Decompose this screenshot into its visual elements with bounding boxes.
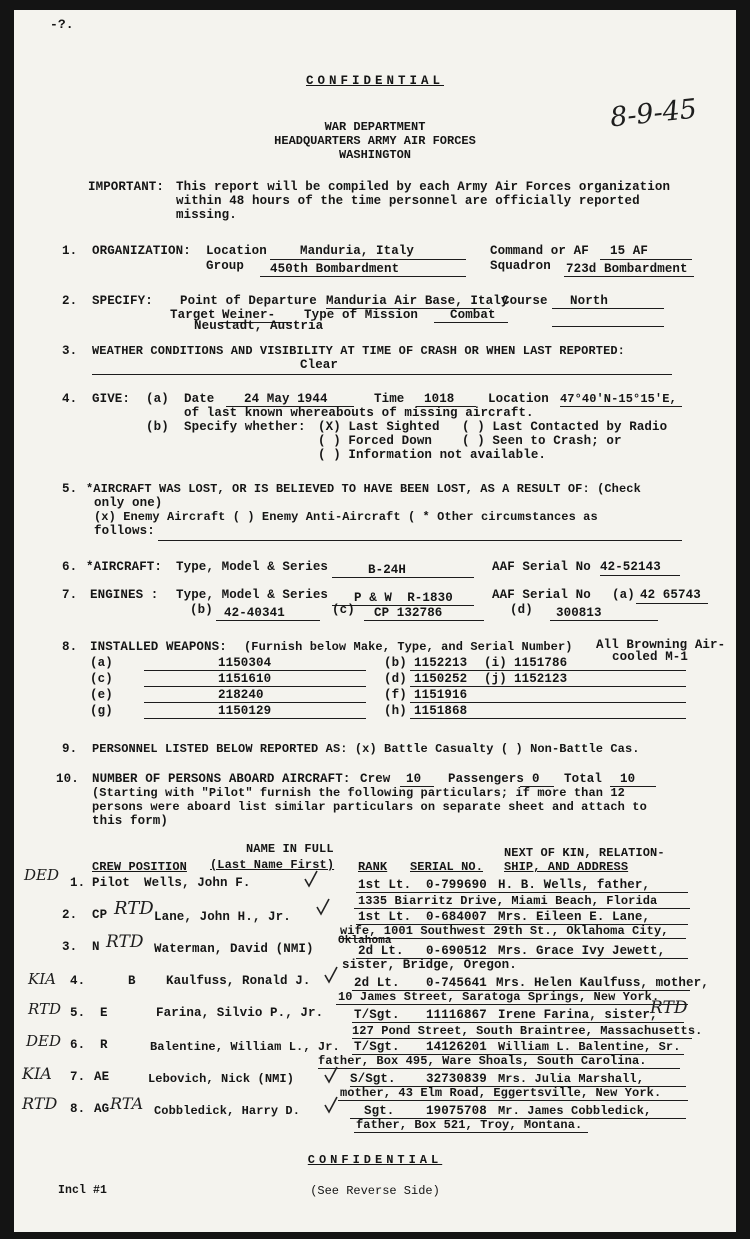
- location-4-label: Location: [488, 392, 549, 406]
- lost-line-2: only one): [94, 496, 163, 510]
- check-mark-icon: [324, 1096, 338, 1114]
- crew-number: 3.: [62, 940, 78, 954]
- inclosure-label: Incl #1: [58, 1184, 108, 1197]
- specify-label: SPECIFY:: [92, 294, 153, 308]
- crew-kin-1: H. B. Wells, father,: [498, 878, 651, 892]
- header-name-in-full: NAME IN FULL: [246, 842, 334, 856]
- status-mark: RTD: [28, 1000, 62, 1018]
- crew-serial: 14126201: [426, 1040, 487, 1054]
- weapon-i-letter: (i): [484, 656, 507, 670]
- weapon-a-letter: (a): [90, 656, 113, 670]
- crew-name: Wells, John F.: [144, 876, 251, 890]
- whereabouts-text: of last known whereabouts of missing aircraft.: [184, 406, 534, 420]
- aircraft-serial-value: 42-52143: [600, 560, 661, 574]
- crew-name: Lane, John H., Jr.: [154, 910, 291, 924]
- crew-position: CP: [92, 908, 108, 922]
- organization-label: ORGANIZATION:: [92, 244, 191, 258]
- crew-position: B: [128, 974, 136, 988]
- crew-rank: 1st Lt.: [358, 878, 412, 892]
- important-label: IMPORTANT:: [88, 180, 165, 194]
- crew-rank: S/Sgt.: [350, 1072, 396, 1086]
- see-reverse-side: (See Reverse Side): [310, 1184, 440, 1198]
- crew-position: E: [100, 1006, 108, 1020]
- weapon-i-serial: 1151786: [514, 656, 568, 670]
- engines-serial-label: AAF Serial No: [492, 588, 591, 602]
- crew-kin-2: father, Box 495, Ware Shoals, South Carolina.: [318, 1054, 647, 1068]
- engine-c-letter: (c): [332, 603, 355, 617]
- engine-c-serial: CP 132786: [374, 606, 443, 620]
- section-9-number: 9.: [62, 742, 78, 756]
- persons-line-2: (Starting with "Pilot" furnish the following particulars; if more than 12: [92, 786, 625, 800]
- department-title: WAR DEPARTMENT: [324, 120, 426, 134]
- group-value: 450th Bombardment: [270, 262, 400, 276]
- specify-whether: Specify whether:: [184, 420, 306, 434]
- crew-name: Waterman, David (NMI): [154, 942, 314, 956]
- crew-number: 4.: [70, 974, 86, 988]
- crew-name: Balentine, William L., Jr.: [150, 1040, 340, 1054]
- engine-a-letter: (a): [612, 588, 635, 602]
- weather-label: WEATHER CONDITIONS AND VISIBILITY AT TIME OF CRASH OR WHEN LAST REPORTED:: [92, 344, 625, 358]
- target-value: Weiner-: [222, 308, 276, 322]
- crew-name: Cobbledick, Harry D.: [154, 1104, 301, 1118]
- engine-d-serial: 300813: [556, 606, 602, 620]
- passengers-label: Passengers: [448, 772, 525, 786]
- persons-label: NUMBER OF PERSONS ABOARD AIRCRAFT:: [92, 772, 351, 786]
- important-line-2: within 48 hours of the time personnel are officially reported: [176, 194, 640, 208]
- crew-label: Crew: [360, 772, 391, 786]
- weapons-label: INSTALLED WEAPONS:: [90, 640, 227, 654]
- crew-count: 10: [406, 772, 422, 786]
- weapon-g-letter: (g): [90, 704, 113, 718]
- location-4-value: 47°40'N-15°15'E,: [560, 392, 677, 406]
- weapons-desc: (Furnish below Make, Type, and Serial Number): [244, 640, 573, 654]
- check-mark-icon: [324, 1066, 338, 1084]
- weapon-c-serial: 1151610: [218, 672, 272, 686]
- weapon-a-serial: 1150304: [218, 656, 272, 670]
- mission-label: Type of Mission: [304, 308, 419, 322]
- engine-a-serial: 42 65743: [640, 588, 701, 602]
- weapon-f-serial: 1151916: [414, 688, 468, 702]
- squadron-value: 723d Bombardment: [566, 262, 688, 276]
- status-mark: DED: [24, 866, 60, 884]
- crew-kin-2: 10 James Street, Saratoga Springs, New York.: [338, 990, 660, 1004]
- crew-kin-2: 1335 Biarritz Drive, Miami Beach, Florida: [358, 894, 658, 908]
- persons-line-4: this form): [92, 814, 169, 828]
- crew-rank: 1st Lt.: [358, 910, 412, 924]
- crew-kin-1: Irene Farina, sister,: [498, 1008, 658, 1022]
- status-mark: RTD: [22, 1094, 58, 1113]
- oklahoma-overtype: Oklahoma: [338, 935, 392, 947]
- section-2-number: 2.: [62, 294, 78, 308]
- crew-number: 5.: [70, 1006, 86, 1020]
- weapon-b-letter: (b): [384, 656, 407, 670]
- crew-kin-1: Mr. James Cobbledick,: [498, 1104, 652, 1118]
- crew-rank: Sgt.: [364, 1104, 395, 1118]
- crew-number: 7.: [70, 1070, 86, 1084]
- give-a: (a): [146, 392, 169, 406]
- total-count: 10: [620, 772, 636, 786]
- aircraft-serial-label: AAF Serial No: [492, 560, 591, 574]
- engine-b-letter: (b): [190, 603, 213, 617]
- check-mark-icon: [304, 870, 318, 888]
- engines-type-label: Type, Model & Series: [176, 588, 329, 602]
- header-kin-address: SHIP, AND ADDRESS: [504, 860, 629, 874]
- status-mark: KIA: [22, 1064, 52, 1083]
- header-serial-no: SERIAL NO.: [410, 860, 484, 874]
- crew-kin-2: wife, 1001 Southwest 29th St., Oklahoma City,: [340, 924, 669, 938]
- crew-kin-2: father, Box 521, Troy, Montana.: [356, 1118, 583, 1132]
- confidential-footer: CONFIDENTIAL: [307, 1153, 443, 1167]
- squadron-label: Squadron: [490, 259, 551, 273]
- crew-kin-1: Mrs. Julia Marshall,: [498, 1072, 645, 1086]
- section-6-number: 6.: [62, 560, 78, 574]
- confidential-header: CONFIDENTIAL: [305, 74, 444, 88]
- section-5-number: 5.: [62, 482, 78, 496]
- crew-position: AG: [94, 1102, 110, 1116]
- crew-serial: 32730839: [426, 1072, 487, 1086]
- option-seen-crash: ( ) Seen to Crash; or: [462, 434, 622, 448]
- crew-kin-2: sister, Bridge, Oregon.: [342, 958, 517, 972]
- time-label: Time: [374, 392, 405, 406]
- engines-type-value: P & W R-1830: [354, 591, 453, 605]
- top-margin-mark: -?.: [50, 17, 74, 32]
- header-crew-position: CREW POSITION: [92, 860, 187, 874]
- crew-kin-2: 127 Pond Street, South Braintree, Massachusetts.: [352, 1024, 703, 1038]
- weather-value: Clear: [300, 358, 339, 372]
- give-b: (b): [146, 420, 169, 434]
- option-last-sighted: (X) Last Sighted: [318, 420, 440, 434]
- header-last-name-first: (Last Name First): [210, 858, 335, 872]
- target-value-continued: Neustadt, Austria: [194, 319, 324, 333]
- course-label: Course: [502, 294, 548, 308]
- mission-value: Combat: [450, 308, 496, 322]
- crew-number: 2.: [62, 908, 78, 922]
- weapon-g-serial: 1150129: [218, 704, 272, 718]
- crew-name: Farina, Silvio P., Jr.: [156, 1006, 324, 1020]
- crew-serial: 0-690512: [426, 944, 487, 958]
- report-sheet: [14, 10, 736, 1232]
- personnel-reported: PERSONNEL LISTED BELOW REPORTED AS: (x) Battle Casualty ( ) Non-Battle Cas.: [92, 742, 640, 756]
- weapon-b-serial: 1152213: [414, 656, 468, 670]
- check-mark-icon: [324, 966, 338, 984]
- location-label: Location: [206, 244, 267, 258]
- important-line-3: missing.: [176, 208, 237, 222]
- engine-d-letter: (d): [510, 603, 533, 617]
- crew-name: Lebovich, Nick (NMI): [148, 1072, 295, 1086]
- total-label: Total: [564, 772, 603, 786]
- section-8-number: 8.: [62, 640, 78, 654]
- crew-kin-1: Mrs. Grace Ivy Jewett,: [498, 944, 666, 958]
- crew-serial: 0-684007: [426, 910, 487, 924]
- crew-kin-1: Mrs. Eileen E. Lane,: [498, 910, 651, 924]
- lost-line-3: (x) Enemy Aircraft ( ) Enemy Anti-Aircraft ( * Other circumstances as: [94, 510, 598, 524]
- header-rank: RANK: [358, 860, 388, 874]
- lost-line-1: *AIRCRAFT WAS LOST, OR IS BELIEVED TO HAVE BEEN LOST, AS A RESULT OF: (Check: [86, 482, 641, 496]
- crew-rank: T/Sgt.: [354, 1040, 400, 1054]
- crew-serial: 19075708: [426, 1104, 487, 1118]
- crew-position: AE: [94, 1070, 110, 1084]
- crew-number: 6.: [70, 1038, 86, 1052]
- handwritten-date: 8-9-45: [608, 93, 699, 134]
- persons-line-3: persons were aboard list similar particulars on separate sheet and attach to: [92, 800, 647, 814]
- section-3-number: 3.: [62, 344, 78, 358]
- crew-kin-1: William L. Balentine, Sr.: [498, 1040, 681, 1054]
- weapon-d-letter: (d): [384, 672, 407, 686]
- date-value: 24 May 1944: [244, 392, 328, 406]
- option-last-radio: ( ) Last Contacted by Radio: [462, 420, 668, 434]
- rtd-mark-farina: RTD: [650, 998, 688, 1018]
- weapon-j-serial: 1152123: [514, 672, 568, 686]
- crew-rank: 2d Lt.: [354, 976, 400, 990]
- section-7-number: 7.: [62, 588, 78, 602]
- crew-serial: 0-799690: [426, 878, 487, 892]
- weapon-e-letter: (e): [90, 688, 113, 702]
- weapon-c-letter: (c): [90, 672, 113, 686]
- headquarters-title: HEADQUARTERS ARMY AIR FORCES: [274, 134, 476, 148]
- check-mark-icon: [316, 898, 330, 916]
- crew-kin-2: mother, 43 Elm Road, Eggertsville, New York.: [340, 1086, 662, 1100]
- crew-serial: 0-745641: [426, 976, 487, 990]
- crew-name: Kaulfuss, Ronald J.: [166, 974, 311, 988]
- crew-position: R: [100, 1038, 108, 1052]
- crew-position: N: [92, 940, 100, 954]
- option-forced-down: ( ) Forced Down: [318, 434, 433, 448]
- option-not-available: ( ) Information not available.: [318, 448, 547, 462]
- aircraft-type-value: B-24H: [368, 563, 407, 577]
- aircraft-type-label: Type, Model & Series: [176, 560, 329, 574]
- give-label: GIVE:: [92, 392, 131, 406]
- location-value: Manduria, Italy: [300, 244, 415, 258]
- command-value: 15 AF: [610, 244, 649, 258]
- course-value: North: [570, 294, 609, 308]
- status-mark: KIA: [28, 970, 56, 988]
- crew-rank: 2d Lt.: [358, 944, 404, 958]
- target-label: Target: [170, 308, 216, 322]
- passengers-count: 0: [532, 772, 540, 786]
- city-title: WASHINGTON: [338, 148, 411, 162]
- weapon-d-serial: 1150252: [414, 672, 468, 686]
- crew-rank: T/Sgt.: [354, 1008, 400, 1022]
- weapon-e-serial: 218240: [218, 688, 264, 702]
- weapons-note-1: All Browning Air-: [596, 638, 726, 652]
- departure-label: Point of Departure: [180, 294, 317, 308]
- crew-serial: 11116867: [426, 1008, 487, 1022]
- rtd-mark-lane: RTD: [114, 898, 154, 919]
- lost-line-4: follows:: [94, 524, 155, 538]
- crew-kin-1: Mrs. Helen Kaulfuss, mother,: [496, 976, 709, 990]
- crew-number: 8.: [70, 1102, 86, 1116]
- time-value: 1018: [424, 392, 455, 406]
- section-10-number: 10.: [56, 772, 79, 786]
- weapon-f-letter: (f): [384, 688, 407, 702]
- important-line-1: This report will be compiled by each Army Air Forces organization: [176, 180, 671, 194]
- rtd-mark-waterman: RTD: [106, 932, 144, 952]
- group-label: Group: [206, 259, 245, 273]
- weapon-h-serial: 1151868: [414, 704, 468, 718]
- weapons-note-2: cooled M-1: [612, 650, 689, 664]
- date-label: Date: [184, 392, 215, 406]
- engines-label: ENGINES :: [90, 588, 159, 602]
- departure-value: Manduria Air Base, Italy: [326, 294, 509, 308]
- weapon-h-letter: (h): [384, 704, 407, 718]
- aircraft-label: *AIRCRAFT:: [86, 560, 163, 574]
- crew-position: Pilot: [92, 876, 131, 890]
- rtd-mark-cobbledick: RTA: [110, 1094, 144, 1113]
- crew-number: 1.: [70, 876, 86, 890]
- section-1-number: 1.: [62, 244, 78, 258]
- command-label: Command or AF: [490, 244, 589, 258]
- status-mark: DED: [26, 1032, 62, 1050]
- header-next-of-kin: NEXT OF KIN, RELATION-: [504, 846, 665, 860]
- weapon-j-letter: (j): [484, 672, 507, 686]
- engine-b-serial: 42-40341: [224, 606, 285, 620]
- section-4-number: 4.: [62, 392, 78, 406]
